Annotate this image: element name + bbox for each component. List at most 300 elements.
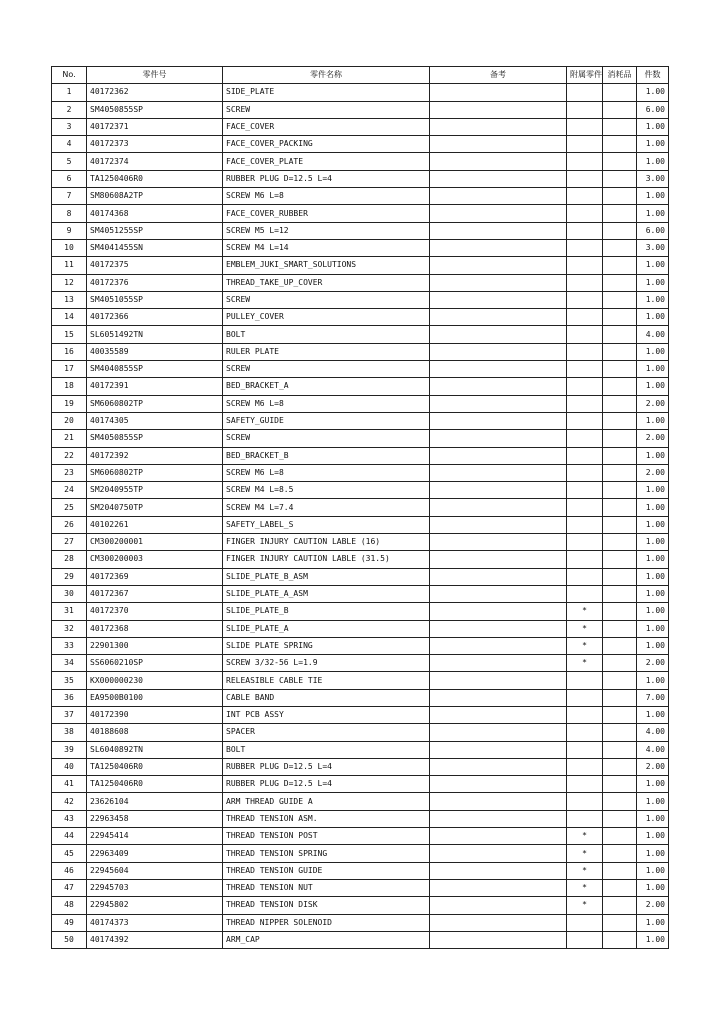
table-row (52, 101, 669, 118)
consumable-mark (603, 828, 637, 845)
part-number: 22963409 (87, 845, 223, 862)
consumable-mark (603, 568, 637, 585)
consumable-mark (603, 499, 637, 516)
table-row (52, 188, 669, 205)
consumable-mark (603, 724, 637, 741)
consumable-mark (603, 326, 637, 343)
table-row (52, 170, 669, 187)
part-name: FACE_COVER (223, 118, 430, 135)
part-name: THREAD NIPPER SOLENOID (223, 914, 430, 931)
note (430, 655, 567, 672)
note (430, 672, 567, 689)
part-number: 40174392 (87, 931, 223, 948)
part-name: SIDE_PLATE (223, 84, 430, 101)
part-name: FACE_COVER_PLATE (223, 153, 430, 170)
table-row (52, 741, 669, 758)
accessory-mark (567, 378, 603, 395)
consumable-mark (603, 84, 637, 101)
note (430, 274, 567, 291)
note (430, 361, 567, 378)
quantity: 1.00 (637, 828, 669, 845)
part-name: RUBBER PLUG D=12.5 L=4 (223, 170, 430, 187)
part-name: SLIDE_PLATE_A (223, 620, 430, 637)
note (430, 568, 567, 585)
consumable-mark (603, 585, 637, 602)
consumable-mark (603, 793, 637, 810)
row-number: 26 (52, 516, 87, 533)
accessory-mark (567, 931, 603, 948)
table-row (52, 534, 669, 551)
note (430, 257, 567, 274)
part-name: SCREW M6 L=8 (223, 464, 430, 481)
part-name: FINGER INJURY CAUTION LABLE (16) (223, 534, 430, 551)
part-name: SAFETY_LABEL_S (223, 516, 430, 533)
header-accessory: 附属零件 (567, 67, 603, 84)
consumable-mark (603, 706, 637, 723)
table-row (52, 879, 669, 896)
part-name: SAFETY_GUIDE (223, 412, 430, 429)
quantity: 3.00 (637, 170, 669, 187)
accessory-mark (567, 118, 603, 135)
part-number: 40172367 (87, 585, 223, 602)
part-number: 22963458 (87, 810, 223, 827)
part-name: THREAD TENSION NUT (223, 879, 430, 896)
table-row (52, 637, 669, 654)
note (430, 689, 567, 706)
consumable-mark (603, 205, 637, 222)
quantity: 1.00 (637, 499, 669, 516)
part-number: 40172390 (87, 706, 223, 723)
consumable-mark (603, 343, 637, 360)
part-name: SCREW M4 L=8.5 (223, 482, 430, 499)
part-number: SM80608A2TP (87, 188, 223, 205)
table-row (52, 361, 669, 378)
part-number: SM6060802TP (87, 464, 223, 481)
part-number: 22945703 (87, 879, 223, 896)
parts-table (51, 66, 669, 949)
table-row (52, 689, 669, 706)
part-number: 40188608 (87, 724, 223, 741)
accessory-mark (567, 395, 603, 412)
consumable-mark (603, 810, 637, 827)
accessory-mark (567, 776, 603, 793)
part-name: RELEASIBLE CABLE TIE (223, 672, 430, 689)
row-number: 40 (52, 758, 87, 775)
note (430, 620, 567, 637)
note (430, 395, 567, 412)
accessory-mark (567, 257, 603, 274)
consumable-mark (603, 274, 637, 291)
part-name: SCREW M4 L=14 (223, 239, 430, 256)
consumable-mark (603, 516, 637, 533)
table-row (52, 603, 669, 620)
note (430, 897, 567, 914)
row-number: 46 (52, 862, 87, 879)
part-name: SPACER (223, 724, 430, 741)
note (430, 741, 567, 758)
note (430, 931, 567, 948)
accessory-mark (567, 188, 603, 205)
part-name: THREAD TENSION ASM. (223, 810, 430, 827)
row-number: 50 (52, 931, 87, 948)
part-number: 40174373 (87, 914, 223, 931)
consumable-mark (603, 257, 637, 274)
header-part-name: 零件名称 (223, 67, 430, 84)
part-number: SM6060802TP (87, 395, 223, 412)
consumable-mark (603, 464, 637, 481)
part-number: SL6051492TN (87, 326, 223, 343)
part-name: BED_BRACKET_B (223, 447, 430, 464)
parts-list-sheet (51, 66, 669, 949)
table-row (52, 828, 669, 845)
quantity: 1.00 (637, 551, 669, 568)
consumable-mark (603, 378, 637, 395)
consumable-mark (603, 309, 637, 326)
part-number: 40035589 (87, 343, 223, 360)
quantity: 1.00 (637, 914, 669, 931)
part-number: 22945802 (87, 897, 223, 914)
table-row (52, 914, 669, 931)
quantity: 1.00 (637, 516, 669, 533)
part-number: 40172366 (87, 309, 223, 326)
consumable-mark (603, 897, 637, 914)
table-row (52, 897, 669, 914)
part-name: SCREW (223, 291, 430, 308)
table-header-row (52, 67, 669, 84)
part-number: SS6060210SP (87, 655, 223, 672)
consumable-mark (603, 758, 637, 775)
row-number: 11 (52, 257, 87, 274)
note (430, 810, 567, 827)
note (430, 724, 567, 741)
row-number: 25 (52, 499, 87, 516)
part-number: 40172371 (87, 118, 223, 135)
part-number: CM300200001 (87, 534, 223, 551)
quantity: 1.00 (637, 447, 669, 464)
accessory-mark (567, 724, 603, 741)
part-name: SCREW M6 L=8 (223, 188, 430, 205)
row-number: 24 (52, 482, 87, 499)
row-number: 45 (52, 845, 87, 862)
row-number: 6 (52, 170, 87, 187)
part-name: THREAD TENSION DISK (223, 897, 430, 914)
part-name: SCREW M6 L=8 (223, 395, 430, 412)
accessory-mark (567, 758, 603, 775)
note (430, 412, 567, 429)
part-name: RULER PLATE (223, 343, 430, 360)
consumable-mark (603, 620, 637, 637)
accessory-mark (567, 412, 603, 429)
quantity: 3.00 (637, 239, 669, 256)
row-number: 1 (52, 84, 87, 101)
accessory-mark (567, 84, 603, 101)
part-name: CABLE BAND (223, 689, 430, 706)
quantity: 1.00 (637, 482, 669, 499)
row-number: 19 (52, 395, 87, 412)
part-name: RUBBER PLUG D=12.5 L=4 (223, 758, 430, 775)
quantity: 1.00 (637, 84, 669, 101)
header-note: 备考 (430, 67, 567, 84)
accessory-mark: * (567, 879, 603, 896)
row-number: 2 (52, 101, 87, 118)
consumable-mark (603, 222, 637, 239)
row-number: 14 (52, 309, 87, 326)
consumable-mark (603, 170, 637, 187)
part-name: SLIDE_PLATE_B_ASM (223, 568, 430, 585)
accessory-mark (567, 101, 603, 118)
part-number: CM300200003 (87, 551, 223, 568)
consumable-mark (603, 551, 637, 568)
table-row (52, 793, 669, 810)
accessory-mark (567, 585, 603, 602)
part-name: BED_BRACKET_A (223, 378, 430, 395)
note (430, 222, 567, 239)
part-name: SLIDE PLATE SPRING (223, 637, 430, 654)
part-name: FACE_COVER_PACKING (223, 136, 430, 153)
accessory-mark: * (567, 620, 603, 637)
row-number: 39 (52, 741, 87, 758)
part-name: THREAD TENSION POST (223, 828, 430, 845)
table-row (52, 274, 669, 291)
table-row (52, 136, 669, 153)
part-name: SCREW (223, 430, 430, 447)
row-number: 12 (52, 274, 87, 291)
note (430, 205, 567, 222)
note (430, 170, 567, 187)
row-number: 35 (52, 672, 87, 689)
quantity: 1.00 (637, 118, 669, 135)
note (430, 430, 567, 447)
consumable-mark (603, 879, 637, 896)
accessory-mark: * (567, 603, 603, 620)
quantity: 7.00 (637, 689, 669, 706)
table-row (52, 430, 669, 447)
table-row (52, 222, 669, 239)
note (430, 464, 567, 481)
accessory-mark (567, 672, 603, 689)
accessory-mark (567, 326, 603, 343)
part-number: SM4051255SP (87, 222, 223, 239)
part-name: ARM_CAP (223, 931, 430, 948)
accessory-mark: * (567, 828, 603, 845)
table-row (52, 931, 669, 948)
table-row (52, 239, 669, 256)
row-number: 7 (52, 188, 87, 205)
part-number: SM4051055SP (87, 291, 223, 308)
accessory-mark (567, 482, 603, 499)
part-name: INT PCB ASSY (223, 706, 430, 723)
row-number: 33 (52, 637, 87, 654)
consumable-mark (603, 741, 637, 758)
quantity: 1.00 (637, 810, 669, 827)
quantity: 1.00 (637, 309, 669, 326)
part-number: 40172391 (87, 378, 223, 395)
part-name: RUBBER PLUG D=12.5 L=4 (223, 776, 430, 793)
part-number: 40172392 (87, 447, 223, 464)
accessory-mark (567, 689, 603, 706)
part-name: BOLT (223, 741, 430, 758)
accessory-mark (567, 222, 603, 239)
part-number: 23626104 (87, 793, 223, 810)
quantity: 1.00 (637, 291, 669, 308)
accessory-mark (567, 534, 603, 551)
row-number: 34 (52, 655, 87, 672)
table-row (52, 568, 669, 585)
accessory-mark (567, 464, 603, 481)
part-name: PULLEY_COVER (223, 309, 430, 326)
quantity: 4.00 (637, 741, 669, 758)
part-number: 40172362 (87, 84, 223, 101)
part-name: THREAD TENSION SPRING (223, 845, 430, 862)
row-number: 30 (52, 585, 87, 602)
note (430, 793, 567, 810)
part-name: FINGER INJURY CAUTION LABLE (31.5) (223, 551, 430, 568)
part-name: EMBLEM_JUKI_SMART_SOLUTIONS (223, 257, 430, 274)
quantity: 1.00 (637, 672, 669, 689)
row-number: 29 (52, 568, 87, 585)
row-number: 49 (52, 914, 87, 931)
note (430, 499, 567, 516)
row-number: 5 (52, 153, 87, 170)
part-number: 40174305 (87, 412, 223, 429)
accessory-mark: * (567, 845, 603, 862)
row-number: 18 (52, 378, 87, 395)
quantity: 1.00 (637, 534, 669, 551)
quantity: 1.00 (637, 136, 669, 153)
row-number: 8 (52, 205, 87, 222)
accessory-mark (567, 291, 603, 308)
part-name: THREAD TENSION GUIDE (223, 862, 430, 879)
accessory-mark: * (567, 897, 603, 914)
table-row (52, 309, 669, 326)
part-name: SCREW M5 L=12 (223, 222, 430, 239)
accessory-mark (567, 793, 603, 810)
consumable-mark (603, 118, 637, 135)
table-body (52, 84, 669, 949)
note (430, 776, 567, 793)
table-row (52, 257, 669, 274)
row-number: 42 (52, 793, 87, 810)
note (430, 309, 567, 326)
note (430, 136, 567, 153)
consumable-mark (603, 931, 637, 948)
note (430, 585, 567, 602)
table-row (52, 724, 669, 741)
quantity: 2.00 (637, 655, 669, 672)
part-number: SM4040855SP (87, 361, 223, 378)
quantity: 2.00 (637, 464, 669, 481)
part-number: 40172376 (87, 274, 223, 291)
table-row (52, 655, 669, 672)
note (430, 291, 567, 308)
consumable-mark (603, 603, 637, 620)
row-number: 15 (52, 326, 87, 343)
part-name: SCREW (223, 361, 430, 378)
part-name: SCREW (223, 101, 430, 118)
table-row (52, 464, 669, 481)
quantity: 1.00 (637, 343, 669, 360)
table-row (52, 482, 669, 499)
table-row (52, 758, 669, 775)
table-row (52, 810, 669, 827)
part-number: EA9500B0100 (87, 689, 223, 706)
note (430, 378, 567, 395)
accessory-mark: * (567, 637, 603, 654)
table-row (52, 672, 669, 689)
consumable-mark (603, 291, 637, 308)
row-number: 20 (52, 412, 87, 429)
part-name: THREAD_TAKE_UP_COVER (223, 274, 430, 291)
header-no: No. (52, 67, 87, 84)
consumable-mark (603, 136, 637, 153)
table-row (52, 326, 669, 343)
row-number: 4 (52, 136, 87, 153)
part-number: TA1250406R0 (87, 776, 223, 793)
consumable-mark (603, 689, 637, 706)
part-number: 22945414 (87, 828, 223, 845)
table-row (52, 118, 669, 135)
part-name: SCREW M4 L=7.4 (223, 499, 430, 516)
table-row (52, 706, 669, 723)
row-number: 21 (52, 430, 87, 447)
table-row (52, 412, 669, 429)
row-number: 27 (52, 534, 87, 551)
header-part-number: 零件号 (87, 67, 223, 84)
accessory-mark (567, 205, 603, 222)
consumable-mark (603, 101, 637, 118)
row-number: 9 (52, 222, 87, 239)
consumable-mark (603, 412, 637, 429)
quantity: 1.00 (637, 603, 669, 620)
note (430, 326, 567, 343)
table-row (52, 291, 669, 308)
consumable-mark (603, 395, 637, 412)
table-row (52, 862, 669, 879)
note (430, 828, 567, 845)
quantity: 1.00 (637, 188, 669, 205)
quantity: 1.00 (637, 412, 669, 429)
quantity: 1.00 (637, 378, 669, 395)
consumable-mark (603, 153, 637, 170)
part-number: 40172370 (87, 603, 223, 620)
note (430, 845, 567, 862)
part-number: TA1250406R0 (87, 758, 223, 775)
table-row (52, 585, 669, 602)
note (430, 482, 567, 499)
row-number: 43 (52, 810, 87, 827)
part-name: SLIDE_PLATE_B (223, 603, 430, 620)
header-consumable: 消耗品 (603, 67, 637, 84)
consumable-mark (603, 534, 637, 551)
note (430, 862, 567, 879)
note (430, 447, 567, 464)
row-number: 31 (52, 603, 87, 620)
accessory-mark: * (567, 655, 603, 672)
row-number: 13 (52, 291, 87, 308)
quantity: 1.00 (637, 793, 669, 810)
quantity: 2.00 (637, 758, 669, 775)
table-row (52, 776, 669, 793)
part-number: 40172375 (87, 257, 223, 274)
part-number: 40172373 (87, 136, 223, 153)
quantity: 1.00 (637, 706, 669, 723)
part-number: 22901300 (87, 637, 223, 654)
accessory-mark (567, 741, 603, 758)
quantity: 1.00 (637, 257, 669, 274)
consumable-mark (603, 655, 637, 672)
quantity: 1.00 (637, 862, 669, 879)
note (430, 118, 567, 135)
